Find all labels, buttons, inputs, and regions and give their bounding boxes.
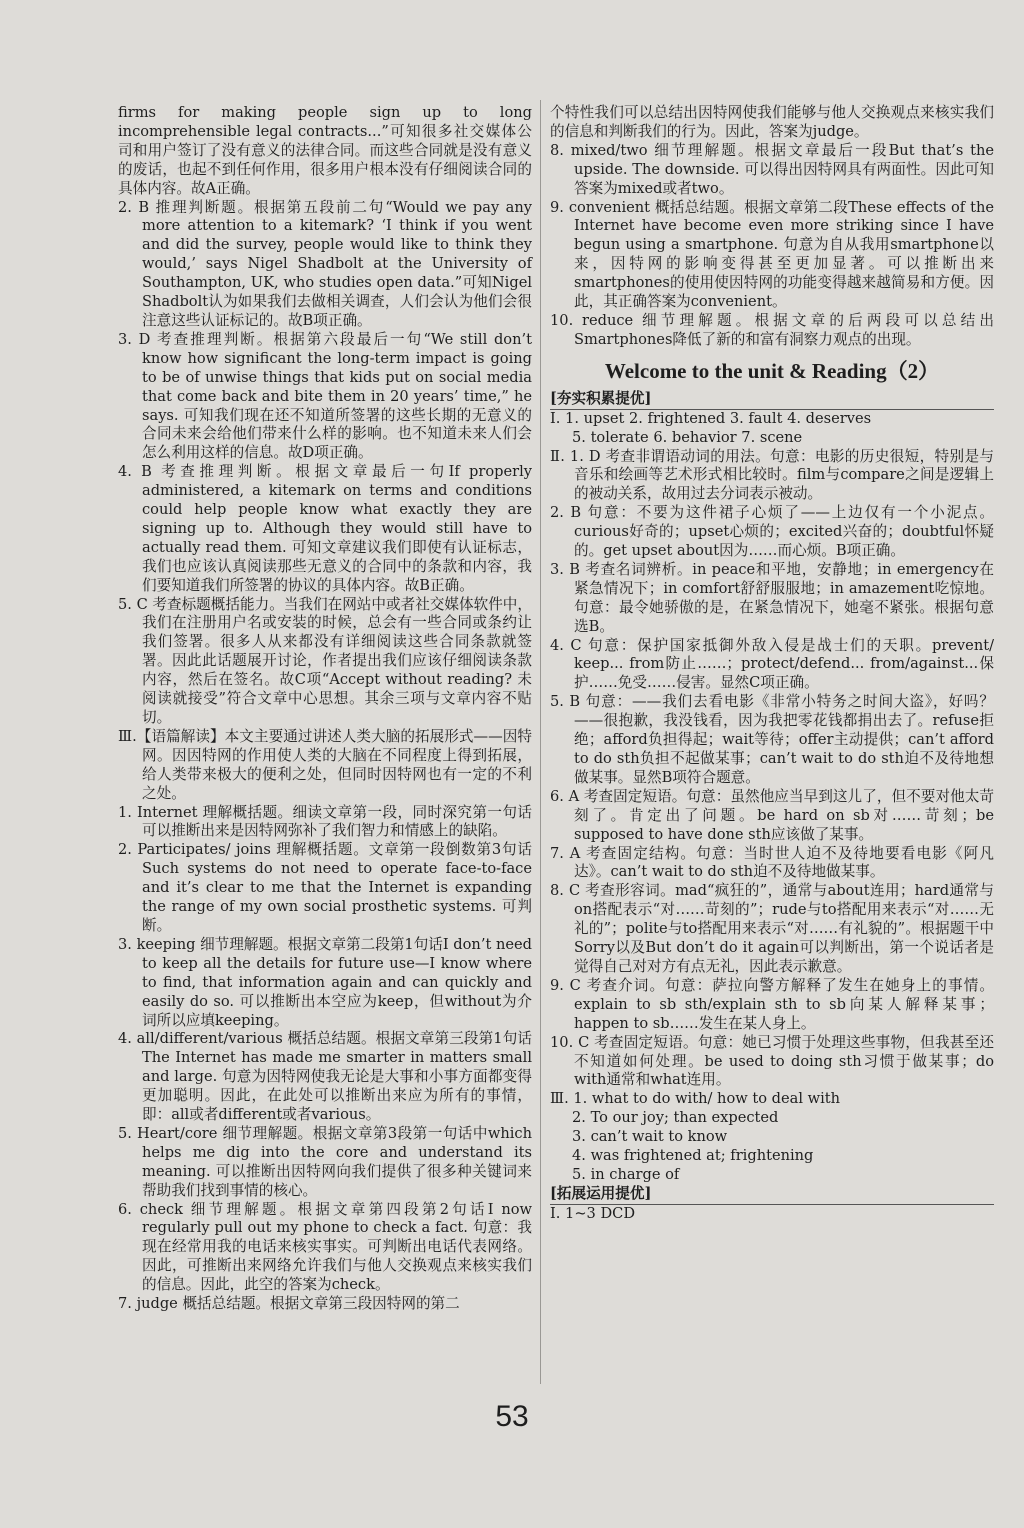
paragraph-continued: 个特性我们可以总结出因特网使我们能够与他人交换观点来核实我们的信息和判断我们的行为。因此，答案为judge。 (550, 104, 994, 140)
answer-item: 2. Participates/ joins 理解概括题。文章第一段倒数第3句话Such systems do not need to operate face-to-face and it’s clear to me that the Internet is expanding the range of my own social prosthetic systems. 可判断。 (118, 841, 532, 934)
left-column (118, 104, 532, 1314)
answer-item: 9. C 考查介词。句意：萨拉向警方解释了发生在她身上的事情。explain to sb sth/explain sth to sb向某人解释某事；happen to sb……发生在某人身上。 (550, 976, 994, 1032)
answer-item: 6. A 考查固定短语。句意：虽然他应当早到这儿了，但不要对他太苛刻了。肯定出了问题。be hard on sb对……苛刻；be supposed to have done sth应该做了某事。 (550, 787, 994, 843)
answer-item: 4. B 考查推理判断。根据文章最后一句If properly administered, a kitemark on terms and conditions could help people know what exactly they are signing up to. Although they would still have to actually read them. 可知文章建议我们即使有认证标志，我们也应该认真阅读那些无意义的合同中的条款和内容，我们要知道我们所签署的协议的具体内容。故B正确。 (118, 463, 532, 594)
translation-answer: 5. in charge of (572, 1165, 680, 1183)
answer-item: 8. mixed/two 细节理解题。根据文章最后一段But that’s the upside. The downside. 可以得出因特网具有两面性。因此可知答案为mixed或者two。 (550, 141, 994, 197)
section-intro: Ⅲ.【语篇解读】本文主要通过讲述人类大脑的拓展形式——因特网。因因特网的作用使人类的大脑在不同程度上得到拓展，给人类带来极大的便利之处，但同时因特网也有一定的不利之处。 (118, 727, 532, 802)
answer-item: 7. A 考查固定结构。句意：当时世人迫不及待地要看电影《阿凡达》。can’t wait to do sth迫不及待地做某事。 (550, 844, 994, 881)
section-label-row (550, 1185, 994, 1205)
answer-item: 2. B 句意：不要为这件裙子心烦了——上边仅有一个小泥点。curious好奇的；upset心烦的；excited兴奋的；doubtful怀疑的。get upset about因为……而心烦。B项正确。 (550, 504, 994, 560)
answer-item: 4. C 句意：保护国家抵御外敌入侵是战士们的天职。prevent/ keep... from防止……；protect/defend... from/against...保护……免受……侵害。显然C项正确。 (550, 636, 994, 692)
answer-item: 9. convenient 概括总结题。根据文章第二段These effects of the Internet have become even more striking since I have begun using a smartphone. 句意为自从我用smartphone以来，因特网的影响变得甚至更加显著。可以推断出来smartphones的使用使因特网的功能变得越来越简易和方便。因此，其正确答案为convenient。 (550, 198, 994, 311)
section-label-row (550, 390, 994, 410)
answer-item: Ⅱ. 1. D 考查非谓语动词的用法。句意：电影的历史很短，特别是与音乐和绘画等艺术形式相比较时。film与compare之间是逻辑上的被动关系，故用过去分词表示被动。 (550, 447, 994, 503)
section-label: [拓展运用提优] (550, 1184, 652, 1202)
answer-item: 10. C 考查固定短语。句意：她已习惯于处理这些事物，但我甚至还不知道如何处理。be used to doing sth习惯于做某事；do with通常和what连用。 (550, 1033, 994, 1089)
vocab-answers: 5. tolerate 6. behavior 7. scene (572, 428, 803, 446)
right-column (550, 104, 994, 1224)
translation-answer: 4. was frightened at; frightening (572, 1147, 814, 1165)
answer-item: 8. C 考查形容词。mad“疯狂的”，通常与about连用；hard通常与on搭配表示“对……苛刻的”；rude与to搭配用来表示“对……无礼的”；polite与to搭配用来表示“对……有礼貌的”。根据题干中Sorry以及But don’t do it again可以判断出，第一个说话者是觉得自己对对方有点无礼，因此表示歉意。 (550, 882, 994, 975)
answer-item: 3. keeping 细节理解题。根据文章第二段第1句话I don’t need to keep all the details for future use—I know where to find, that information again and can quickly and easily do so. 可以推断出本空应为keep，但without为介词所以应填keeping。 (118, 935, 532, 1029)
answer-item: 6. check 细节理解题。根据文章第四段第2句话I now regularly pull out my phone to check a fact. 句意：我现在经常用我的电话来核实事实。可判断出电话代表网络。因此，可推断出来网络允许我们与他人交换观点来核实我们的信息。因此，此空的答案为check。 (118, 1200, 532, 1294)
answer-item: 5. C 考查标题概括能力。当我们在网站中或者社交媒体软件中，我们在注册用户名或安装的时候，总会有一些合同或条约让我们签署。很多人从来都没有详细阅读这些合同条款就签署。因此此话题展开讨论，作者提出我们应该仔细阅读条款内容，然后在签名。故C项“Accept without reading? 未阅读就接受”符合文章中心思想。其余三项与文章内容不贴切。 (118, 595, 532, 726)
section-heading: Welcome to the unit & Reading（2） (604, 358, 940, 383)
translation-answer: 2. To our joy; than expected (572, 1109, 779, 1127)
translation-answer: 3. can’t wait to know (572, 1128, 728, 1146)
vocab-answers: Ⅰ. 1. upset 2. frightened 3. fault 4. deserves (550, 409, 872, 427)
answer-item: 10. reduce 细节理解题。根据文章的后两段可以总结出Smartphones降低了新的和富有洞察力观点的出现。 (550, 311, 994, 348)
translation-answer: Ⅲ. 1. what to do with/ how to deal with (550, 1090, 841, 1108)
answer-item: 7. judge 概括总结题。根据文章第三段因特网的第二 (118, 1295, 460, 1313)
page-number: 53 (495, 1400, 529, 1433)
answer-item: 3. B 考查名词辨析。in peace和平地，安静地；in emergency在紧急情况下；in comfort舒舒服服地；in amazement吃惊地。句意：最令她骄傲的是，在紧急情况下，她毫不紧张。根据句意选B。 (550, 560, 994, 635)
answer-item: 5. Heart/core 细节理解题。根据文章第3段第一句话中which helps me dig into the core and understand its meaning. 可以推断出因特网向我们提供了很多种关键词来帮助我们找到事情的核心。 (118, 1124, 532, 1199)
column-divider (540, 100, 541, 1384)
answer-item: 4. all/different/various 概括总结题。根据文章第三段第1句话The Internet has made me smarter in matters small and large. 句意为因特网使我无论是大事和小事方面都变得更加聪明。因此，在此处可以推断出来应为所有的事情，即：all或者different或者various。 (118, 1030, 532, 1124)
answer-item: 5. B 句意：——我们去看电影《非常小特务之时间大盗》，好吗？——很抱歉，我没钱看，因为我把零花钱都捐出去了。refuse拒绝；afford负担得起；wait等待；offer主动提供；can’t afford to do sth负担不起做某事；can’t wait to do sth迫不及待地想做某事。显然B项符合题意。 (550, 693, 994, 786)
answer-item: Ⅰ. 1~3 DCD (550, 1204, 636, 1222)
paragraph-continued: firms for making people sign up to long incomprehensible legal contracts...”可知很多社交媒体公司和用户签订了没有意义的法律合同。而这些合同就是没有意义的废话，也起不到任何作用，很多用户根本没有仔细阅读合同的具体内容。故A正确。 (118, 104, 532, 197)
answer-item: 2. B 推理判断题。根据第五段前二句“Would we pay any more attention to a kitemark? ‘I think if you went and did the survey, people would like to think they would,’ says Nigel Shadbolt at the University of Southampton, UK, who studies open data.”可知Nigel Shadbolt认为如果我们去做相关调查，人们会认为他们会很注意这些认证标记的。故B项正确。 (118, 198, 532, 329)
section-label: [夯实积累提优] (550, 389, 652, 407)
answer-item: 3. D 考查推理判断。根据第六段最后一句“We still don’t know how significant the long-term impact is going to be of unwise things that kids put on social media that come back and bite them in 20 years’ time,” he says. 可知我们现在还不知道所签署的这些长期的无意义的合同未来会给他们带来什么样的影响。也不知道未来人们会怎么利用这样的信息。故D项正确。 (118, 330, 532, 462)
answer-item: 1. Internet 理解概括题。细读文章第一段，同时深究第一句话可以推断出来是因特网弥补了我们智力和情感上的缺陷。 (118, 803, 532, 840)
